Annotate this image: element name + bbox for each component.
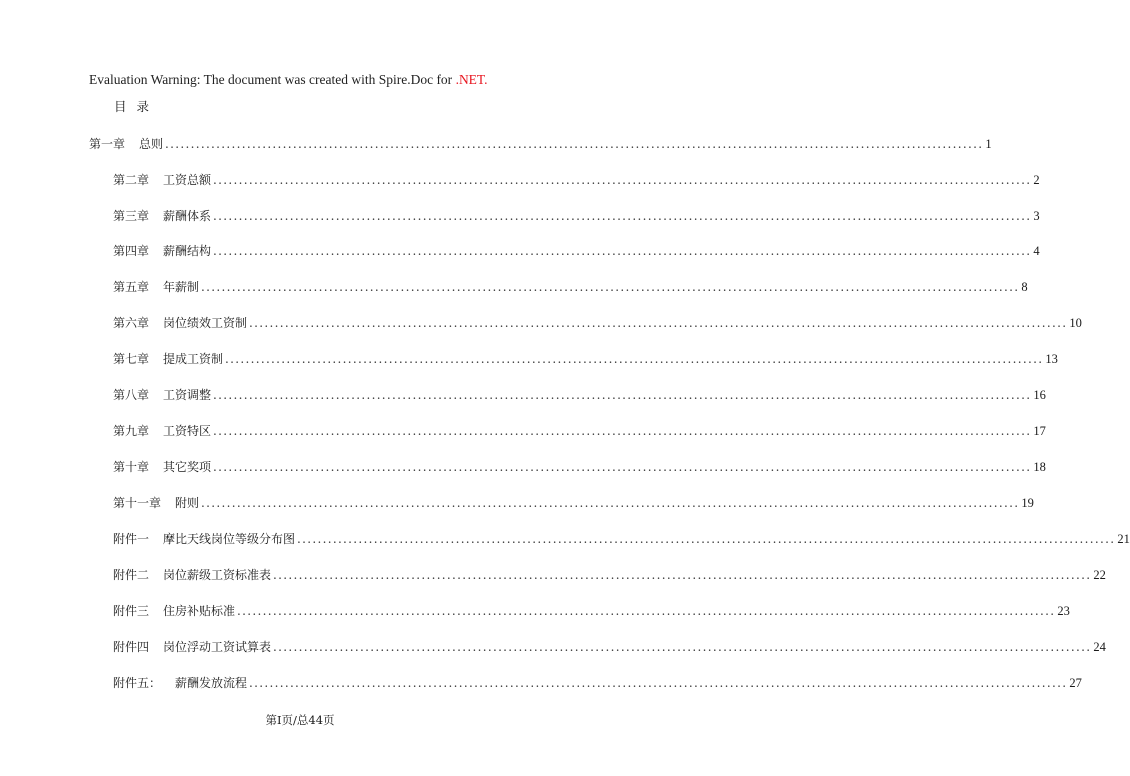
toc-entry-number: 第八章 [113,388,150,402]
toc-entry-title: 薪酬发放流程 [175,676,248,690]
toc-dot-leader: ................................................................................................................................................................ [201,496,1020,510]
toc-entry-number: 第一章 [89,137,126,151]
toc-dot-leader: ................................................................................................................................................................ [237,604,1056,618]
toc-entry[interactable] [89,135,992,153]
toc-entry-number: 附件五： [113,676,162,690]
toc-entry-number: 第十一章 [113,496,162,510]
toc-dot-leader: ................................................................................................................................................................ [213,460,1032,474]
toc-entry-number: 第二章 [113,173,150,187]
toc-entry[interactable] [113,386,1046,404]
toc-entry-title: 工资特区 [163,424,212,438]
toc-entry[interactable] [113,674,1082,692]
toc-entry-number: 第三章 [113,209,150,223]
toc-entry-title: 总则 [139,137,164,151]
toc-dot-leader: ................................................................................................................................................................ [297,532,1116,546]
toc-entry-page: 27 [1069,676,1082,690]
toc-entry-title: 年薪制 [163,280,200,294]
page-footer: 第I页/总44页 [265,713,335,727]
toc-dot-leader: ................................................................................................................................................................ [213,173,1032,187]
toc-entry[interactable] [113,422,1046,440]
toc-entry[interactable] [113,566,1106,584]
toc-dot-leader: ................................................................................................................................................................ [213,209,1032,223]
toc-entry[interactable] [113,530,1130,548]
toc-entry-page: 18 [1033,460,1046,474]
toc-entry[interactable] [113,207,1040,225]
toc-entry-title: 其它奖项 [163,460,212,474]
toc-dot-leader: ................................................................................................................................................................ [273,568,1092,582]
toc-entry-page: 17 [1033,424,1046,438]
toc-entry-page: 10 [1069,316,1082,330]
toc-entry-number: 附件二 [113,568,150,582]
toc-dot-leader: ................................................................................................................................................................ [213,424,1032,438]
toc-entry-title: 薪酬体系 [163,209,212,223]
evaluation-warning-product: .NET. [452,72,488,87]
toc-entry[interactable] [113,458,1046,476]
toc-entry-number: 第五章 [113,280,150,294]
toc-entry-number: 附件一 [113,532,150,546]
toc-entry-number: 第九章 [113,424,150,438]
toc-entry-title: 薪酬结构 [163,244,212,258]
toc-entry-page: 4 [1033,244,1040,258]
toc-entry-page: 2 [1033,173,1040,187]
toc-entry-page: 21 [1117,532,1130,546]
toc-entry-number: 第十章 [113,460,150,474]
toc-entry[interactable] [113,278,1028,296]
toc-entry-number: 第六章 [113,316,150,330]
toc-entry[interactable] [113,171,1040,189]
toc-entry-page: 1 [985,137,992,151]
toc-entry-title: 岗位薪级工资标准表 [163,568,272,582]
toc-entry[interactable] [113,638,1106,656]
toc-entry[interactable] [113,494,1034,512]
toc-entry-title: 岗位绩效工资制 [163,316,248,330]
toc-entry-title: 住房补贴标准 [163,604,236,618]
toc-entry-number: 附件三 [113,604,150,618]
toc-dot-leader: ................................................................................................................................................................ [213,388,1032,402]
toc-entry-page: 19 [1021,496,1034,510]
toc-entry-number: 第七章 [113,352,150,366]
toc-entry-title: 附则 [175,496,200,510]
toc-entry-title: 岗位浮动工资试算表 [163,640,272,654]
toc-entry-page: 3 [1033,209,1040,223]
toc-dot-leader: ................................................................................................................................................................ [213,244,1032,258]
toc-entry-page: 22 [1093,568,1106,582]
toc-entry[interactable] [113,350,1058,368]
toc-dot-leader: ................................................................................................................................................................ [201,280,1020,294]
toc-entry-page: 23 [1057,604,1070,618]
toc-dot-leader: ................................................................................................................................................................ [249,316,1068,330]
toc-entry-page: 8 [1021,280,1028,294]
toc-dot-leader: ................................................................................................................................................................ [273,640,1092,654]
evaluation-warning-text: Evaluation Warning: The document was created with Spire.Doc for [89,72,453,87]
toc-entry-title: 提成工资制 [163,352,224,366]
toc-entry[interactable] [113,314,1082,332]
toc-entry-number: 附件四 [113,640,150,654]
toc-dot-leader: ................................................................................................................................................................ [225,352,1044,366]
toc-entry-number: 第四章 [113,244,150,258]
toc-entry[interactable] [113,602,1070,620]
toc-entry-page: 16 [1033,388,1046,402]
toc-entry-page: 24 [1093,640,1106,654]
toc-heading: 目录 [114,99,160,114]
toc-entry[interactable] [113,242,1040,260]
toc-entry-title: 工资总额 [163,173,212,187]
toc-entry-page: 13 [1045,352,1058,366]
toc-dot-leader: ................................................................................................................................................................ [249,676,1068,690]
toc-dot-leader: ................................................................................................................................................................ [165,137,984,151]
toc-entry-title: 工资调整 [163,388,212,402]
toc-entry-title: 摩比天线岗位等级分布图 [163,532,296,546]
